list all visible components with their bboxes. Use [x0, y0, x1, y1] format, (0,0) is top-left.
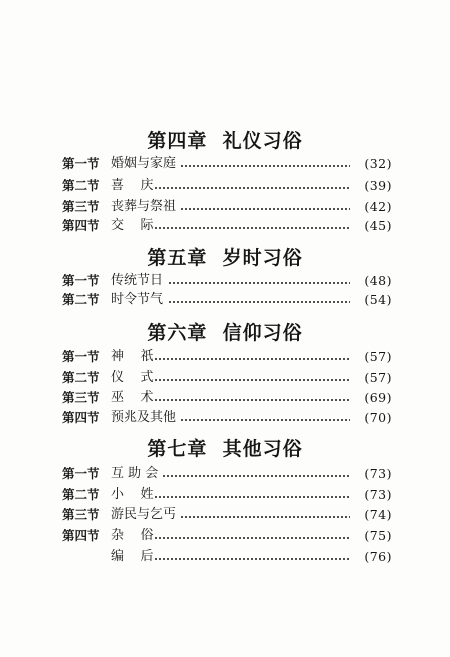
- page-number: (69): [364, 390, 392, 405]
- page-number: (74): [364, 507, 392, 522]
- section-number: 第一节: [62, 156, 100, 171]
- section-number: 第一节: [62, 349, 100, 364]
- toc-entry[interactable]: [62, 155, 392, 173]
- toc-entry[interactable]: [62, 291, 392, 309]
- dot-leader: [154, 358, 350, 360]
- page-number: (73): [364, 487, 392, 502]
- section-title: 神 祇: [111, 349, 154, 364]
- page-number: (73): [364, 466, 392, 481]
- page-number: (76): [364, 549, 392, 564]
- section-number: 第二节: [62, 178, 100, 193]
- section-number: 第三节: [62, 199, 100, 214]
- section-number: 第二节: [62, 370, 100, 385]
- dot-leader: [180, 419, 350, 421]
- toc-entry[interactable]: [62, 177, 392, 195]
- section-number: 第四节: [62, 528, 100, 543]
- page-number: (54): [364, 292, 392, 307]
- dot-leader: [168, 301, 350, 303]
- dot-leader: [154, 227, 350, 229]
- section-number: 第三节: [62, 390, 100, 405]
- section-title: 预兆及其他: [111, 410, 177, 425]
- section-title: 丧葬与祭祖: [111, 199, 177, 214]
- chapter-heading: 第七章 其他习俗: [147, 438, 303, 460]
- toc-entry[interactable]: [62, 198, 392, 216]
- page-number: (75): [364, 528, 392, 543]
- page-number: (57): [364, 349, 392, 364]
- toc-entry[interactable]: [62, 486, 392, 504]
- section-number: 第三节: [62, 507, 100, 522]
- section-title: 编 后: [111, 549, 154, 564]
- section-title: 小 姓: [111, 487, 154, 502]
- section-title: 杂 俗: [111, 528, 154, 543]
- section-title: 喜 庆: [111, 178, 154, 193]
- dot-leader: [180, 516, 350, 518]
- dot-leader: [154, 399, 350, 401]
- chapter-heading: 第六章 信仰习俗: [147, 322, 303, 344]
- section-title: 时令节气: [111, 292, 164, 307]
- toc-entry[interactable]: [62, 548, 392, 566]
- toc-entry[interactable]: [62, 348, 392, 366]
- section-number: 第一节: [62, 466, 100, 481]
- section-number: 第二节: [62, 292, 100, 307]
- dot-leader: [180, 208, 350, 210]
- toc-entry[interactable]: [62, 527, 392, 545]
- page-number: (70): [364, 410, 392, 425]
- toc-entry[interactable]: [62, 217, 392, 235]
- section-title: 巫 术: [111, 390, 154, 405]
- dot-leader: [154, 537, 350, 539]
- section-title: 互 助 会: [111, 466, 159, 481]
- section-number: 第一节: [62, 273, 100, 288]
- chapter-heading: 第四章 礼仪习俗: [147, 130, 303, 152]
- toc-entry[interactable]: [62, 369, 392, 387]
- dot-leader: [154, 187, 350, 189]
- toc-entry[interactable]: [62, 506, 392, 524]
- toc-entry[interactable]: [62, 409, 392, 427]
- dot-leader: [162, 475, 350, 477]
- toc-entry[interactable]: [62, 465, 392, 483]
- page-number: (48): [364, 273, 392, 288]
- section-title: 游民与乞丐: [111, 507, 177, 522]
- dot-leader: [168, 282, 350, 284]
- page-number: (45): [364, 218, 392, 233]
- dot-leader: [180, 165, 350, 167]
- dot-leader: [154, 558, 350, 560]
- section-title: 交 际: [111, 218, 154, 233]
- page-number: (42): [364, 199, 392, 214]
- section-title: 仪 式: [111, 370, 154, 385]
- section-title: 婚姻与家庭: [111, 156, 177, 171]
- section-title: 传统节日: [111, 273, 164, 288]
- chapter-heading: 第五章 岁时习俗: [147, 247, 303, 269]
- section-number: 第四节: [62, 218, 100, 233]
- page-number: (57): [364, 370, 392, 385]
- section-number: 第二节: [62, 487, 100, 502]
- section-number: 第四节: [62, 410, 100, 425]
- toc-entry[interactable]: [62, 272, 392, 290]
- toc-entry[interactable]: [62, 389, 392, 407]
- dot-leader: [154, 496, 350, 498]
- page-number: (39): [364, 178, 392, 193]
- dot-leader: [154, 379, 350, 381]
- page-number: (32): [364, 156, 392, 171]
